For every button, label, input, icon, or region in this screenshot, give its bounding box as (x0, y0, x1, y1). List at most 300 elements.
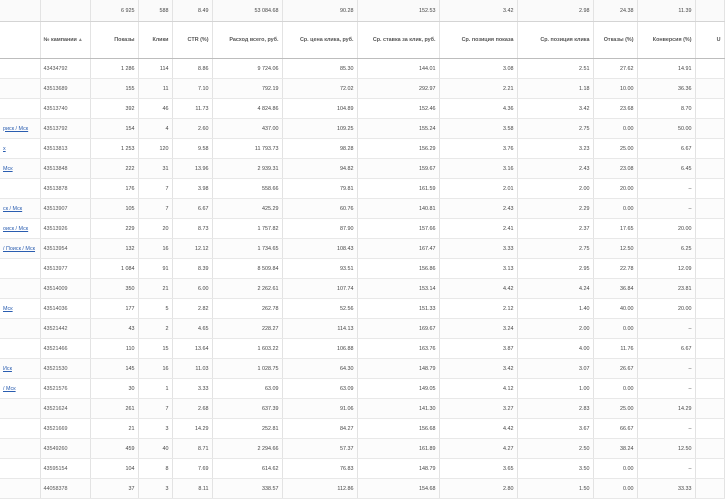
campaign-name-cell (0, 59, 40, 79)
metric-cell: 6.00 (172, 279, 212, 299)
metric-cell: 17.65 (593, 219, 637, 239)
metric-cell: 155 (90, 79, 138, 99)
table-row (0, 279, 724, 299)
metric-cell: 3.67 (517, 419, 593, 439)
column-header-label: Ср. позиция клика (540, 37, 590, 43)
column-header-label: CTR (%) (187, 37, 209, 43)
metric-cell: 2.50 (517, 439, 593, 459)
metric-cell: 60.76 (282, 199, 357, 219)
metric-cell: 13.64 (172, 339, 212, 359)
campaign-id-cell: 43521442 (40, 319, 90, 339)
metric-cell: 50.00 (637, 119, 695, 139)
metric-cell: 3 (138, 479, 172, 499)
campaign-id-cell: 43521624 (40, 399, 90, 419)
metric-cell: 43 (90, 319, 138, 339)
metric-cell: 98.28 (282, 139, 357, 159)
table-row (0, 119, 724, 139)
campaign-id-cell: 43513689 (40, 79, 90, 99)
metric-cell: 63.09 (212, 379, 282, 399)
metric-cell: 1 757.82 (212, 219, 282, 239)
metric-cell: 6.67 (172, 199, 212, 219)
metric-cell: 153.14 (357, 279, 439, 299)
metric-cell: – (637, 359, 695, 379)
metric-cell: 2.51 (517, 59, 593, 79)
metric-cell: 3.27 (439, 399, 517, 419)
metric-cell: 84.27 (282, 419, 357, 439)
extra-cell (695, 299, 724, 319)
campaign-name-cell (0, 119, 40, 139)
metric-cell: 13.96 (172, 159, 212, 179)
extra-cell (695, 259, 724, 279)
clicks-header[interactable] (138, 22, 172, 59)
spend-header[interactable] (212, 22, 282, 59)
metric-cell: 108.43 (282, 239, 357, 259)
column-header-label: Клики (152, 37, 169, 43)
table-row (0, 379, 724, 399)
campaign-id-cell: 43513740 (40, 99, 90, 119)
totals-cell (40, 0, 90, 22)
metric-cell: 261 (90, 399, 138, 419)
totals-cell: 2.98 (517, 0, 593, 22)
metric-cell: 26.67 (593, 359, 637, 379)
metric-cell: 2.12 (439, 299, 517, 319)
metric-cell: 46 (138, 99, 172, 119)
metric-cell: 3.76 (439, 139, 517, 159)
metric-cell: 229 (90, 219, 138, 239)
conversion-header[interactable] (637, 22, 695, 59)
metric-cell: 3.42 (517, 99, 593, 119)
column-header-label: U (716, 37, 721, 43)
metric-cell: 64.30 (282, 359, 357, 379)
metric-cell: 145 (90, 359, 138, 379)
metric-cell: 459 (90, 439, 138, 459)
campaign-id-cell: 43513926 (40, 219, 90, 239)
metric-cell: 15 (138, 339, 172, 359)
campaign-name-link[interactable]: Иск (3, 365, 12, 372)
metric-cell: 152.46 (357, 99, 439, 119)
metric-cell: 40 (138, 439, 172, 459)
metric-cell: 156.86 (357, 259, 439, 279)
metric-cell: 1.18 (517, 79, 593, 99)
metric-cell: 0.00 (593, 319, 637, 339)
campaign-name-cell (0, 359, 40, 379)
metric-cell: 3.42 (439, 359, 517, 379)
metric-cell: 0.00 (593, 199, 637, 219)
table-row (0, 79, 724, 99)
metric-cell: 148.79 (357, 359, 439, 379)
extra-column-header[interactable] (695, 22, 724, 59)
metric-cell: 159.67 (357, 159, 439, 179)
metric-cell: 350 (90, 279, 138, 299)
campaign-id-cell: 43434792 (40, 59, 90, 79)
metric-cell: 2 262.61 (212, 279, 282, 299)
campaign-name-cell (0, 339, 40, 359)
column-header-label: Ср. ставка за клик, руб. (372, 37, 436, 43)
metric-cell: 1 734.65 (212, 239, 282, 259)
metric-cell: 154.68 (357, 479, 439, 499)
table-row (0, 179, 724, 199)
metric-cell: 36.84 (593, 279, 637, 299)
metric-cell: 338.57 (212, 479, 282, 499)
avg-click-position-header[interactable] (517, 22, 593, 59)
metric-cell: 11.73 (172, 99, 212, 119)
campaign-name-cell (0, 419, 40, 439)
extra-cell (695, 79, 724, 99)
totals-row (0, 0, 724, 22)
metric-cell: 16 (138, 239, 172, 259)
extra-cell (695, 419, 724, 439)
metric-cell: 7.10 (172, 79, 212, 99)
metric-cell: 3.13 (439, 259, 517, 279)
metric-cell: 104.89 (282, 99, 357, 119)
metric-cell: 132 (90, 239, 138, 259)
metric-cell: 0.00 (593, 459, 637, 479)
metric-cell: 1.50 (517, 479, 593, 499)
metric-cell: 12.50 (637, 439, 695, 459)
campaign-name-link[interactable]: x (3, 145, 6, 152)
metric-cell: 25.00 (593, 399, 637, 419)
totals-cell (0, 0, 40, 22)
metric-cell: 107.74 (282, 279, 357, 299)
metric-cell: 1 084 (90, 259, 138, 279)
metric-cell: 0.00 (593, 379, 637, 399)
totals-cell: 24.38 (593, 0, 637, 22)
metric-cell: 2 939.31 (212, 159, 282, 179)
metric-cell: – (637, 179, 695, 199)
table-header-row (0, 22, 724, 59)
metric-cell: 156.68 (357, 419, 439, 439)
extra-cell (695, 279, 724, 299)
metric-cell: 4.42 (439, 419, 517, 439)
campaign-name-link[interactable]: ск / Мск (3, 205, 23, 212)
table-row (0, 159, 724, 179)
metric-cell: 222 (90, 159, 138, 179)
metric-cell: 228.27 (212, 319, 282, 339)
metric-cell: 163.76 (357, 339, 439, 359)
extra-cell (695, 219, 724, 239)
metric-cell: 141.30 (357, 399, 439, 419)
metric-cell: 8.73 (172, 219, 212, 239)
campaign-id-cell: 43513977 (40, 259, 90, 279)
metric-cell: 38.24 (593, 439, 637, 459)
metric-cell: 20.00 (637, 219, 695, 239)
campaign-id-cell: 44058378 (40, 479, 90, 499)
metric-cell: 120 (138, 139, 172, 159)
metric-cell: 3.33 (172, 379, 212, 399)
metric-cell: 177 (90, 299, 138, 319)
metric-cell: 21 (138, 279, 172, 299)
metric-cell: 40.00 (593, 299, 637, 319)
metric-cell: 1.40 (517, 299, 593, 319)
totals-cell (695, 0, 724, 22)
campaign-name-cell (0, 199, 40, 219)
metric-cell: 7.69 (172, 459, 212, 479)
table-row (0, 339, 724, 359)
totals-cell: 3.42 (439, 0, 517, 22)
avg-impression-position-header[interactable] (439, 22, 517, 59)
campaign-name-link[interactable]: / Мск (3, 385, 16, 392)
metric-cell: 2.01 (439, 179, 517, 199)
metric-cell: 4 824.86 (212, 99, 282, 119)
metric-cell: – (637, 459, 695, 479)
metric-cell: 6.45 (637, 159, 695, 179)
metric-cell: 14.29 (637, 399, 695, 419)
metric-cell: 1 028.75 (212, 359, 282, 379)
table-row (0, 479, 724, 499)
metric-cell: 2.41 (439, 219, 517, 239)
metric-cell: 167.47 (357, 239, 439, 259)
totals-cell: 53 084.68 (212, 0, 282, 22)
metric-cell: 4.36 (439, 99, 517, 119)
metric-cell: 2 294.66 (212, 439, 282, 459)
metric-cell: 792.19 (212, 79, 282, 99)
metric-cell: 114 (138, 59, 172, 79)
extra-cell (695, 359, 724, 379)
metric-cell: 425.29 (212, 199, 282, 219)
metric-cell: 392 (90, 99, 138, 119)
metric-cell: 2.00 (517, 179, 593, 199)
metric-cell: 4.24 (517, 279, 593, 299)
metric-cell: 2.75 (517, 239, 593, 259)
metric-cell: 14.91 (637, 59, 695, 79)
campaign-name-link[interactable]: / Поиск / Мск (3, 245, 36, 252)
campaign-id-cell: 43549260 (40, 439, 90, 459)
metric-cell: 93.51 (282, 259, 357, 279)
campaign-id-cell: 43521530 (40, 359, 90, 379)
metric-cell: 63.09 (282, 379, 357, 399)
metric-cell: 7 (138, 399, 172, 419)
metric-cell: 112.86 (282, 479, 357, 499)
metric-cell: 8.11 (172, 479, 212, 499)
metric-cell: 3.16 (439, 159, 517, 179)
metric-cell: 2.00 (517, 319, 593, 339)
campaign-name-cell (0, 379, 40, 399)
totals-cell: 8.49 (172, 0, 212, 22)
metric-cell: 2.83 (517, 399, 593, 419)
metric-cell: 176 (90, 179, 138, 199)
metric-cell: 161.59 (357, 179, 439, 199)
campaign-name-cell (0, 159, 40, 179)
metric-cell: 3 (138, 419, 172, 439)
extra-cell (695, 59, 724, 79)
campaign-name-link[interactable]: Мск (3, 305, 13, 312)
metric-cell: 3.50 (517, 459, 593, 479)
table-row (0, 419, 724, 439)
metric-cell: 1 603.22 (212, 339, 282, 359)
metric-cell: 23.08 (593, 159, 637, 179)
metric-cell: 2 (138, 319, 172, 339)
metric-cell: 2.43 (439, 199, 517, 219)
metric-cell: 156.29 (357, 139, 439, 159)
metric-cell: 25.00 (593, 139, 637, 159)
campaign-id-cell: 43513848 (40, 159, 90, 179)
campaign-name-link[interactable]: риск / Мск (3, 125, 29, 132)
metric-cell: 91 (138, 259, 172, 279)
extra-cell (695, 339, 724, 359)
metric-cell: 637.39 (212, 399, 282, 419)
metric-cell: 3.98 (172, 179, 212, 199)
table-row (0, 219, 724, 239)
metric-cell: 11 (138, 79, 172, 99)
metric-cell: 91.06 (282, 399, 357, 419)
metric-cell: 4.42 (439, 279, 517, 299)
metric-cell: 110 (90, 339, 138, 359)
metric-cell: 23.68 (593, 99, 637, 119)
campaign-id-cell: 43513878 (40, 179, 90, 199)
table-row (0, 239, 724, 259)
metric-cell: 20.00 (593, 179, 637, 199)
metric-cell: 292.97 (357, 79, 439, 99)
metric-cell: 4.00 (517, 339, 593, 359)
metric-cell: 33.33 (637, 479, 695, 499)
metric-cell: 37 (90, 479, 138, 499)
metric-cell: 6.67 (637, 139, 695, 159)
impressions-header[interactable] (90, 22, 138, 59)
metric-cell: 79.81 (282, 179, 357, 199)
metric-cell: 104 (90, 459, 138, 479)
campaign-id-cell: 43521466 (40, 339, 90, 359)
metric-cell: 8.71 (172, 439, 212, 459)
totals-cell: 152.53 (357, 0, 439, 22)
table-row (0, 59, 724, 79)
metric-cell: 12.12 (172, 239, 212, 259)
campaign-name-link[interactable]: Мск (3, 165, 13, 172)
metric-cell: 36.36 (637, 79, 695, 99)
campaign-name-header[interactable] (0, 22, 40, 59)
metric-cell: 87.90 (282, 219, 357, 239)
extra-cell (695, 139, 724, 159)
campaign-name-cell (0, 219, 40, 239)
metric-cell: 149.05 (357, 379, 439, 399)
campaign-name-cell (0, 319, 40, 339)
metric-cell: 2.68 (172, 399, 212, 419)
metric-cell: 2.75 (517, 119, 593, 139)
table-row (0, 99, 724, 119)
metric-cell: 3.23 (517, 139, 593, 159)
campaign-id-cell: 43514036 (40, 299, 90, 319)
table-row (0, 459, 724, 479)
campaign-name-cell (0, 479, 40, 499)
extra-cell (695, 479, 724, 499)
campaign-id-cell: 43513813 (40, 139, 90, 159)
metric-cell: 57.37 (282, 439, 357, 459)
metric-cell: 20.00 (637, 299, 695, 319)
metric-cell: 2.82 (172, 299, 212, 319)
extra-cell (695, 239, 724, 259)
extra-cell (695, 159, 724, 179)
metric-cell: 7 (138, 179, 172, 199)
ctr-header[interactable] (172, 22, 212, 59)
metric-cell: 2.29 (517, 199, 593, 219)
metric-cell: 16 (138, 359, 172, 379)
table-row (0, 439, 724, 459)
campaign-id-cell: 43521669 (40, 419, 90, 439)
metric-cell: 2.43 (517, 159, 593, 179)
metric-cell: 106.88 (282, 339, 357, 359)
column-header-label: Ср. цена клика, руб. (300, 37, 354, 43)
campaign-id-header[interactable] (40, 22, 90, 59)
column-header-label: Ср. позиция показа (461, 37, 514, 43)
metric-cell: 3.24 (439, 319, 517, 339)
metric-cell: 1 253 (90, 139, 138, 159)
totals-cell: 90.28 (282, 0, 357, 22)
metric-cell: 4.27 (439, 439, 517, 459)
bounce-rate-header[interactable] (593, 22, 637, 59)
campaign-name-cell (0, 179, 40, 199)
avg-bid-header[interactable] (357, 22, 439, 59)
metric-cell: 2.95 (517, 259, 593, 279)
extra-cell (695, 99, 724, 119)
column-header-label: № кампании (43, 37, 77, 43)
metric-cell: 262.78 (212, 299, 282, 319)
column-header-label: Показы (114, 37, 135, 43)
metric-cell: 161.89 (357, 439, 439, 459)
extra-cell (695, 399, 724, 419)
metric-cell: – (637, 379, 695, 399)
metric-cell: 3.87 (439, 339, 517, 359)
metric-cell: 252.81 (212, 419, 282, 439)
metric-cell: 8 (138, 459, 172, 479)
metric-cell: 11 793.73 (212, 139, 282, 159)
campaign-name-cell (0, 459, 40, 479)
metric-cell: 105 (90, 199, 138, 219)
metric-cell: 27.62 (593, 59, 637, 79)
metric-cell: 22.78 (593, 259, 637, 279)
metric-cell: 4.12 (439, 379, 517, 399)
metric-cell: 9 724.06 (212, 59, 282, 79)
campaign-name-cell (0, 399, 40, 419)
campaign-id-cell: 43514009 (40, 279, 90, 299)
sort-ascending-icon[interactable]: ▲ (77, 37, 83, 43)
metric-cell: 31 (138, 159, 172, 179)
metric-cell: 10.00 (593, 79, 637, 99)
metric-cell: 109.25 (282, 119, 357, 139)
metric-cell: 169.67 (357, 319, 439, 339)
metric-cell: 3.65 (439, 459, 517, 479)
campaign-id-cell: 43521576 (40, 379, 90, 399)
extra-cell (695, 439, 724, 459)
totals-cell: 588 (138, 0, 172, 22)
campaign-name-cell (0, 299, 40, 319)
metric-cell: 8.70 (637, 99, 695, 119)
extra-cell (695, 179, 724, 199)
metric-cell: 3.07 (517, 359, 593, 379)
campaign-name-cell (0, 439, 40, 459)
table-row (0, 359, 724, 379)
metric-cell: 148.79 (357, 459, 439, 479)
campaign-id-cell: 43595154 (40, 459, 90, 479)
metric-cell: 11.03 (172, 359, 212, 379)
metric-cell: – (637, 419, 695, 439)
metric-cell: 4.65 (172, 319, 212, 339)
metric-cell: 1.00 (517, 379, 593, 399)
extra-cell (695, 319, 724, 339)
metric-cell: 114.13 (282, 319, 357, 339)
metric-cell: 2.80 (439, 479, 517, 499)
campaign-name-cell (0, 99, 40, 119)
metric-cell: 21 (90, 419, 138, 439)
metric-cell: 3.33 (439, 239, 517, 259)
campaign-name-cell (0, 259, 40, 279)
metric-cell: 2.37 (517, 219, 593, 239)
table-row (0, 319, 724, 339)
campaign-name-link[interactable]: оиск / Мск (3, 225, 29, 232)
metric-cell: 66.67 (593, 419, 637, 439)
table-row (0, 199, 724, 219)
metric-cell: 72.02 (282, 79, 357, 99)
metric-cell: 1 286 (90, 59, 138, 79)
avg-cpc-header[interactable] (282, 22, 357, 59)
